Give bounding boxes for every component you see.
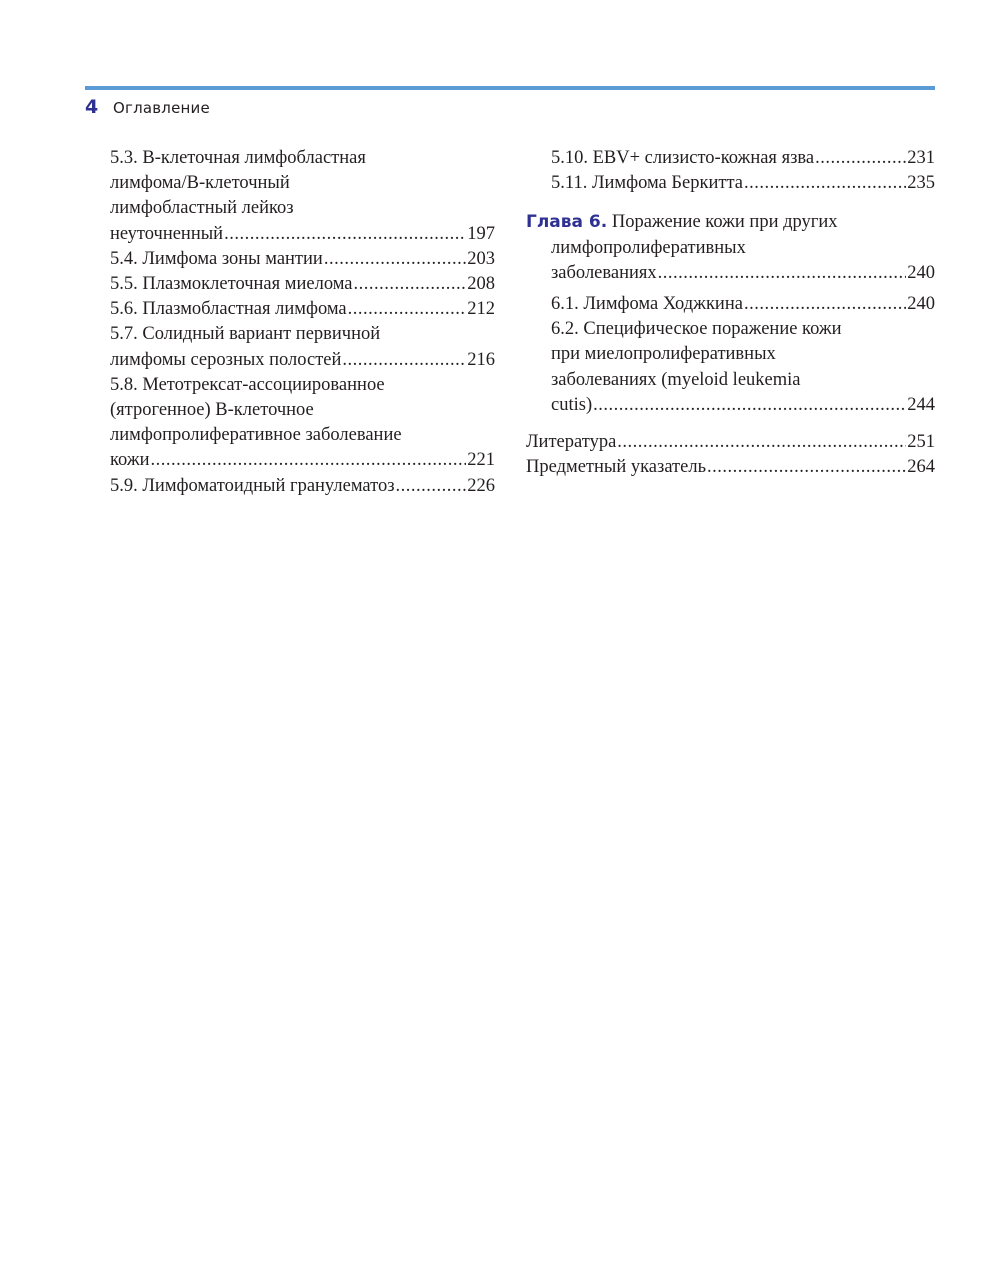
toc-entry-line: 5.8. Метотрексат-ассоциированное bbox=[110, 374, 385, 395]
toc-page-number: 221 bbox=[467, 450, 495, 471]
toc-entry-title: Литература bbox=[526, 432, 617, 453]
leader-dots bbox=[224, 222, 466, 247]
toc-entry-line: 6.2. Специфическое поражение кожи bbox=[551, 319, 842, 340]
toc-entry-bibliography[interactable] bbox=[526, 430, 935, 455]
toc-page-number: 231 bbox=[907, 148, 935, 168]
toc-entry-title: 5.10. EBV+ слизисто-кожная язва bbox=[551, 148, 815, 168]
spacer bbox=[526, 418, 935, 430]
toc-page-number: 212 bbox=[467, 299, 495, 320]
leader-dots bbox=[617, 430, 906, 455]
toc-entry-line: при миелопролиферативных bbox=[551, 344, 776, 365]
toc-entry-6-1[interactable] bbox=[526, 292, 935, 317]
leader-dots bbox=[396, 474, 467, 499]
toc-entry-5-7[interactable] bbox=[110, 322, 495, 372]
toc-right-column bbox=[526, 146, 935, 480]
toc-entry-title: 5.4. Лимфома зоны мантии bbox=[110, 248, 323, 269]
toc-page-number: 203 bbox=[467, 248, 495, 269]
header-rule bbox=[85, 86, 935, 90]
toc-entry-line: 5.7. Солидный вариант первичной bbox=[110, 324, 381, 345]
toc-entry-line: 5.3. В-клеточная лимфобластная bbox=[110, 148, 366, 168]
toc-entry-line: лимфома/В-клеточный bbox=[110, 173, 290, 194]
leader-dots bbox=[151, 448, 467, 473]
toc-chapter-6[interactable] bbox=[526, 210, 935, 286]
toc-entry-6-2[interactable] bbox=[526, 317, 935, 418]
toc-page-number: 244 bbox=[907, 394, 935, 415]
leader-dots bbox=[658, 261, 907, 286]
toc-entry-title: лимфомы серозных полостей bbox=[110, 349, 342, 370]
toc-entry-5-3[interactable] bbox=[110, 146, 495, 247]
toc-entry-title: 6.1. Лимфома Ходжкина bbox=[551, 294, 743, 315]
toc-entry-title: заболеваниях bbox=[551, 262, 657, 283]
leader-dots bbox=[815, 146, 906, 171]
toc-entry-title: 5.5. Плазмоклеточная миелома bbox=[110, 274, 353, 295]
toc-entry-5-8[interactable] bbox=[110, 373, 495, 474]
toc-page-number: 240 bbox=[907, 294, 935, 315]
toc-entry-5-4[interactable] bbox=[110, 247, 495, 272]
toc-page-number: 264 bbox=[907, 457, 935, 478]
toc-entry-title: неуточненный bbox=[110, 223, 224, 244]
toc-entry-title: 5.9. Лимфоматоидный гранулематоз bbox=[110, 475, 395, 496]
toc-page-number: 208 bbox=[467, 274, 495, 295]
toc-entry-5-6[interactable] bbox=[110, 297, 495, 322]
leader-dots bbox=[342, 348, 466, 373]
leader-dots bbox=[744, 171, 906, 196]
toc-entry-title: 5.6. Плазмобластная лимфома bbox=[110, 299, 347, 320]
toc-entry-line: лимфобластный лейкоз bbox=[110, 198, 294, 219]
toc-page-number: 216 bbox=[467, 349, 495, 370]
toc-entry-title: 5.11. Лимфома Беркитта bbox=[551, 173, 743, 194]
spacer bbox=[526, 196, 935, 210]
toc-entry-line: заболеваниях (myeloid leukemia bbox=[551, 369, 801, 390]
toc-left-column bbox=[110, 146, 495, 499]
toc-entry-5-9[interactable] bbox=[110, 474, 495, 499]
leader-dots bbox=[348, 297, 467, 322]
toc-page-number: 226 bbox=[467, 475, 495, 496]
toc-page-number: 197 bbox=[467, 223, 495, 244]
leader-dots bbox=[354, 272, 467, 297]
toc-entry-5-5[interactable] bbox=[110, 272, 495, 297]
toc-entry-line: (ятрогенное) В-клеточное bbox=[110, 400, 314, 421]
leader-dots bbox=[593, 393, 906, 418]
toc-entry-line: лимфопролиферативных bbox=[551, 237, 746, 258]
toc-entry-title: cutis) bbox=[551, 394, 593, 415]
chapter-label: Глава 6. bbox=[526, 212, 608, 233]
toc-page-number: 240 bbox=[907, 262, 935, 283]
toc-entry-title: кожи bbox=[110, 450, 150, 471]
chapter-title-line: Поражение кожи при других bbox=[607, 212, 838, 233]
running-head bbox=[85, 96, 210, 120]
toc-entry-line: лимфопролиферативное заболевание bbox=[110, 425, 402, 446]
section-title: Оглавление bbox=[113, 99, 210, 117]
toc-page-number: 251 bbox=[907, 432, 935, 453]
toc-page-number: 235 bbox=[907, 173, 935, 194]
page-number: 4 bbox=[85, 96, 99, 118]
leader-dots bbox=[707, 455, 906, 480]
leader-dots bbox=[744, 292, 906, 317]
toc-entry-5-10[interactable] bbox=[526, 146, 935, 171]
toc-entry-5-11[interactable] bbox=[526, 171, 935, 196]
leader-dots bbox=[324, 247, 466, 272]
toc-entry-subject-index[interactable] bbox=[526, 455, 935, 480]
toc-entry-title: Предметный указатель bbox=[526, 457, 707, 478]
